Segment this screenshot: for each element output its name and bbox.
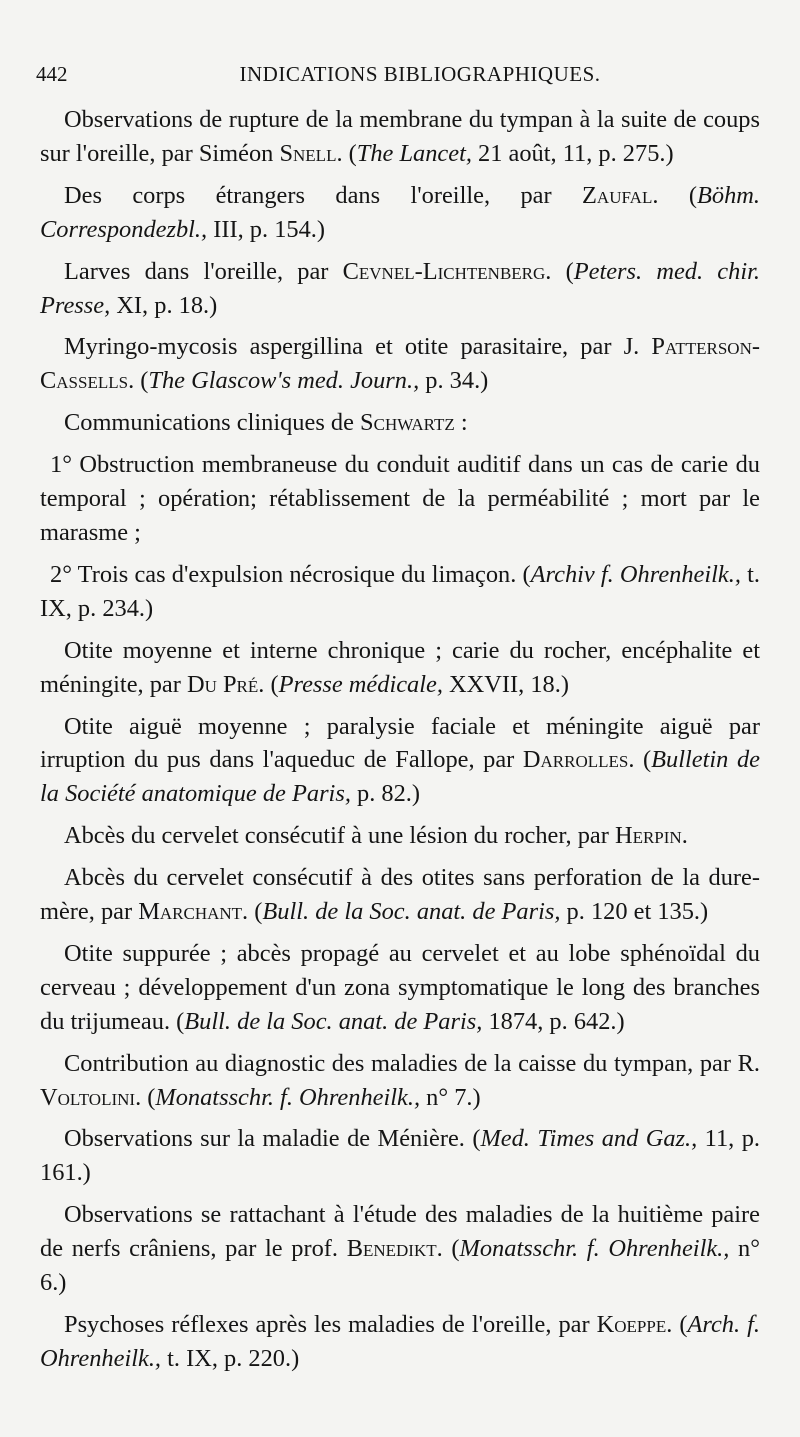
bibliography-entry: Des corps étrangers dans l'oreille, par Zaufal. (Böhm. Correspondezbl., III, p. 154.): [40, 181, 760, 243]
bibliography-entry: Otite moyenne et interne chronique ; carie du rocher, encéphalite et méningite, par Du Pré. (Presse médicale, XXVII, 18.): [40, 636, 760, 698]
bibliography-entry: Abcès du cervelet consécutif à des otites sans perforation de la dure-mère, par Marchant. (Bull. de la Soc. anat. de Paris, p. 120 et 135.): [40, 864, 760, 926]
bibliography-entry: Otite suppurée ; abcès propagé au cervelet et au lobe sphénoïdal du cerveau ; développement d'un zona symptomatique le long des branches du trijumeau. (Bull. de la Soc. anat. de Paris, 1874, p. 642.): [40, 939, 760, 1035]
bibliography-entry: Observations se rattachant à l'étude des maladies de la huitième paire de nerfs crâniens, par le prof. Benedikt. (Monatsschr. f. Ohrenheilk., n° 6.): [40, 1201, 761, 1297]
bibliography-entry: Communications cliniques de Schwartz :: [64, 409, 468, 437]
bibliography-entry: Contribution au diagnostic des maladies de la caisse du tympan, par R. Voltolini. (Monatsschr. f. Ohrenheilk., n° 7.): [40, 1049, 760, 1111]
bibliography-entry: Observations sur la maladie de Ménière. (Med. Times and Gaz., 11, p. 161.): [40, 1125, 760, 1187]
page-header: [36, 62, 764, 90]
bibliography-entry: Observations de rupture de la membrane du tympan à la suite de coups sur l'oreille, par Siméon Snell. (The Lancet, 21 août, 11, p. 275.): [40, 106, 760, 167]
bibliography-entry: Myringo-mycosis aspergillina et otite parasitaire, par J. Patterson-Cassells. (The Glascow's med. Journ., p. 34.): [40, 333, 760, 395]
running-head: INDICATIONS BIBLIOGRAPHIQUES.: [239, 62, 601, 86]
bibliography-sub-item: 2° Trois cas d'expulsion nécrosique du limaçon. (Archiv f. Ohrenheilk., t. IX, p. 234.): [40, 560, 760, 622]
bibliography-entry: Otite aiguë moyenne ; paralysie faciale et méningite aiguë par irruption du pus dans l'aqueduc de Fallope, par Darrolles. (Bulletin de la Société anatomique de Paris, p. 82.): [40, 712, 760, 808]
bibliography-entry: Psychoses réflexes après les maladies de l'oreille, par Koeppe. (Arch. f. Ohrenheilk., t. IX, p. 220.): [40, 1311, 760, 1372]
bibliography-sub-item: 1° Obstruction membraneuse du conduit auditif dans un cas de carie du temporal ; opération; rétablissement de la perméabilité ; mort par le marasme ;: [40, 451, 760, 546]
bibliography-body: [40, 103, 760, 1384]
bibliography-entry: Larves dans l'oreille, par Cevnel-Lichtenberg. (Peters. med. chir. Presse, XI, p. 18.): [40, 257, 760, 319]
page-number: 442: [36, 62, 68, 86]
bibliography-entry: Abcès du cervelet consécutif à une lésion du rocher, par Herpin.: [64, 822, 688, 850]
